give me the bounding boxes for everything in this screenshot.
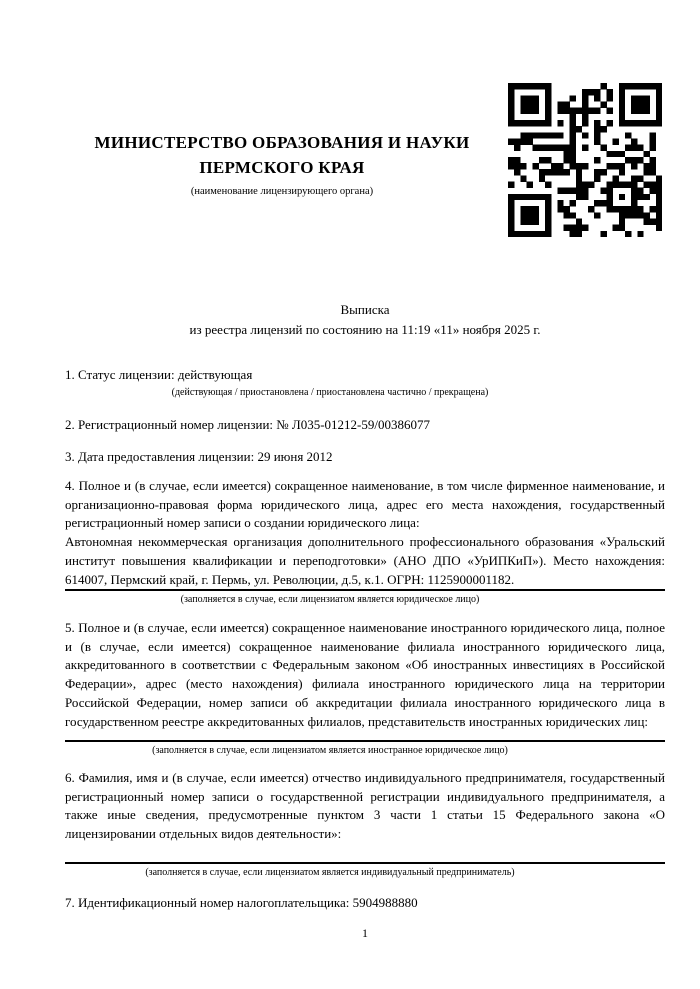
item-6-caption: (заполняется в случае, если лицензиатом является индивидуальный предприниматель) <box>145 866 515 878</box>
item-4-value: Автономная некоммерческая организация дополнительного профессионального образования «Уральский институт повышения квалификации и переподготовки» (АНО ДПО «УрИПКиП»). Место нахождения: 614007, Пермский край, г. Пермь, ул. Революции, д.5, к.1. ОГРН: 1125900001182. <box>65 534 665 587</box>
item-5-caption: (заполняется в случае, если лицензиатом является иностранное юридическое лицо) <box>152 745 508 757</box>
ministry-name-line2: ПЕРМСКОГО КРАЯ <box>199 158 365 177</box>
item-4-text: 4. Полное и (в случае, если имеется) сокращенное наименование, в том числе фирменное наименование, и организационно-правовая форма юридического лица, адрес его места нахождения, государственный регистрационный номер записи о создании юридического лица: <box>65 478 665 531</box>
item-2-registration-number <box>65 416 665 435</box>
item-3-text: 3. Дата предоставления лицензии: 29 июня 2012 <box>65 449 333 464</box>
fill-in-line <box>65 862 665 864</box>
item-3-grant-date <box>65 448 665 467</box>
item-4-legal-entity <box>65 477 665 606</box>
item-1-caption: (действующая / приостановлена / приостановлена частично / прекращена) <box>171 386 489 398</box>
item-6-individual-entrepreneur <box>65 769 665 879</box>
ministry-name-caption: (наименование лицензирующего органа) <box>190 186 374 197</box>
fill-in-line <box>65 589 665 591</box>
item-7-taxpayer-id <box>65 894 665 913</box>
item-2-text: 2. Регистрационный номер лицензии: № Л035-01212-59/00386077 <box>65 417 431 432</box>
fill-in-line <box>65 740 665 742</box>
page-number: 1 <box>362 926 368 940</box>
title-line1: Выписка <box>340 302 390 317</box>
item-6-text: 6. Фамилия, имя и (в случае, если имеется) отчество индивидуального предпринимателя, государственный регистрационный номер записи о государственной регистрации индивидуального предпринимателя, а также иные сведения, предусмотренные пунктом 3 части 1 статьи 15 Федерального закона «О лицензировании отдельных видов деятельности»: <box>65 770 665 842</box>
item-1-text: 1. Статус лицензии: действующая <box>65 367 253 382</box>
title-line2: из реестра лицензий по состоянию на 11:19 «11» ноября 2025 г. <box>189 321 541 337</box>
licensing-authority-header <box>32 130 532 198</box>
item-5-foreign-entity <box>65 619 665 757</box>
item-1-license-status <box>65 366 665 399</box>
qr-code-icon <box>508 83 662 237</box>
document-title <box>65 300 665 339</box>
ministry-name-line1: МИНИСТЕРСТВО ОБРАЗОВАНИЯ И НАУКИ <box>94 133 470 152</box>
item-4-caption: (заполняется в случае, если лицензиатом является юридическое лицо) <box>180 594 480 606</box>
item-5-text: 5. Полное и (в случае, если имеется) сокращенное наименование иностранного юридического лица, полное и (в случае, если имеется) сокращенное наименование филиала иностранного юридического лица, аккредитованного в соответствии с Федеральным законом «Об иностранных инвестициях в Российской Федерации», адрес (место нахождения) филиала иностранного юридического лица на территории Российской Федерации, номер записи об аккредитации филиала иностранного юридического лица в государственном реестре аккредитованных филиалов, представительств иностранных юридических лиц: <box>65 620 665 729</box>
item-7-text: 7. Идентификационный номер налогоплательщика: 5904988880 <box>65 895 418 910</box>
